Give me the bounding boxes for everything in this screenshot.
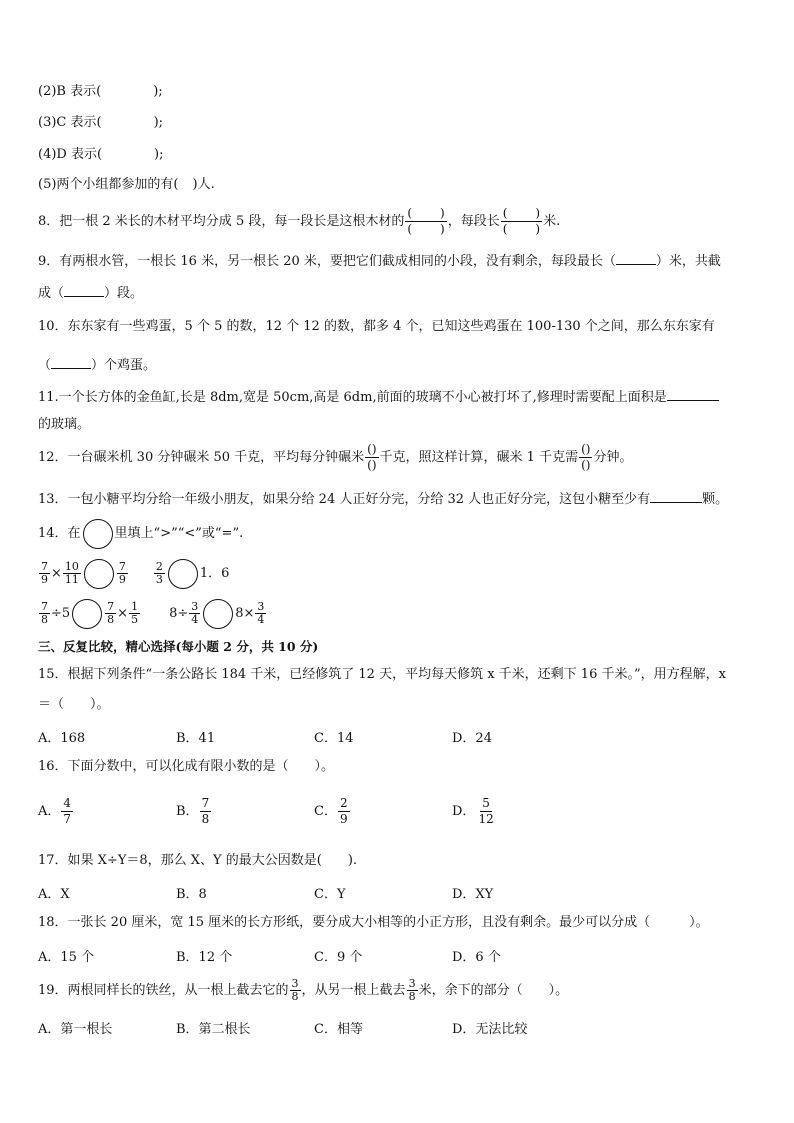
question-10-line-2 xyxy=(38,354,156,375)
q14-r2-frac-1: $\frac{7}{8}$ xyxy=(41,600,48,626)
q19-text-a: 19．两根同样长的铁丝，从一根上截去它的 xyxy=(38,983,289,998)
q14-r1-value: 1．6 xyxy=(199,566,230,581)
q9-text-1: 9．有两根水管，一根长 16 米，另一根长 20 米，要把它们截成相同的小段，没有剩余，每段最长（ xyxy=(38,254,616,269)
q14-r2-frac-4: $\frac{3}{4}$ xyxy=(191,600,199,626)
q13-text-b: 颗。 xyxy=(702,492,729,507)
question-10-line-1 xyxy=(38,318,715,336)
q10-blank xyxy=(51,354,91,369)
question-19 xyxy=(38,974,568,1008)
q7-c-line xyxy=(38,114,163,132)
q7-b-text: (2)B 表示( xyxy=(38,84,102,99)
q11-text-2: 的玻璃。 xyxy=(38,417,91,432)
q14-r1-circle-1[interactable] xyxy=(84,559,114,589)
q11-text-1: 11.一个长方体的金鱼缸,长是 8dm,宽是 50cm,高是 6dm,前面的玻璃不小心被打坏了,修理时需要配上面积是 xyxy=(38,390,667,405)
q14-text-a: 14．在 xyxy=(38,526,81,541)
question-17 xyxy=(38,852,357,870)
q12-text-a: 12．一台碾米机 30 分钟碾米 50 千克，平均每分钟碾米 xyxy=(38,450,365,465)
q12-fraction-blank-1: $\frac{()}{()}$ xyxy=(367,442,377,472)
q14-row-2 xyxy=(38,596,267,632)
q14-r2-frac-3: $\frac{1}{5}$ xyxy=(131,600,139,626)
q19-frac-1: $\frac{3}{8}$ xyxy=(291,977,299,1003)
question-11-line-1 xyxy=(38,386,719,407)
q15-option-c[interactable]: C．14 xyxy=(314,731,354,746)
q9-blank-2 xyxy=(64,282,104,297)
q16-option-b[interactable]: B． $\frac{7}{8}$ xyxy=(176,796,210,826)
q19-option-d[interactable]: D．无法比较 xyxy=(452,1022,528,1037)
q19-frac-2: $\frac{3}{8}$ xyxy=(408,977,416,1003)
question-14 xyxy=(38,518,243,550)
q14-r1-times: × xyxy=(51,566,62,581)
q9-text-2b: ）段。 xyxy=(104,286,144,301)
q7-c-close: ); xyxy=(153,115,164,130)
q9-blank-1 xyxy=(616,250,656,265)
q7-d-text: (4)D 表示( xyxy=(38,147,103,162)
q14-r1-circle-2[interactable] xyxy=(168,559,198,589)
q19-option-c[interactable]: C．相等 xyxy=(314,1022,363,1037)
q14-r1-frac-4: $\frac{2}{3}$ xyxy=(155,560,163,586)
q16-option-a[interactable]: A． $\frac{4}{7}$ xyxy=(38,796,72,826)
q7-c-text: (3)C 表示( xyxy=(38,115,102,130)
q14-r1-frac-1: $\frac{7}{9}$ xyxy=(41,560,48,586)
question-16 xyxy=(38,758,334,776)
q14-r2-times: × xyxy=(117,606,129,621)
q14-r1-frac-3: $\frac{7}{9}$ xyxy=(118,560,126,586)
q18-option-c[interactable]: C．9 个 xyxy=(314,950,363,965)
q7-five-text: (5)两个小组都参加的有( xyxy=(38,177,179,192)
section-3-heading: 三、反复比较，精心选择(每小题 2 分，共 10 分) xyxy=(38,639,319,654)
q17-stem: 17．如果 X÷Y＝8，那么 X、Y 的最大公因数是( ). xyxy=(38,853,358,868)
question-15-line-1 xyxy=(38,666,726,684)
q14-r2-frac-5: $\frac{3}{4}$ xyxy=(257,600,265,626)
q7-d-line xyxy=(38,146,164,164)
q19-option-b[interactable]: B．第二根长 xyxy=(176,1022,251,1037)
q14-circle-example xyxy=(83,519,113,549)
q18-option-b[interactable]: B．12 个 xyxy=(176,950,233,965)
question-12 xyxy=(38,440,632,476)
q17-option-d[interactable]: D．XY xyxy=(452,887,494,902)
q17-option-c[interactable]: C．Y xyxy=(314,887,346,902)
q7-five-close: )人. xyxy=(192,177,215,192)
q16-option-c[interactable]: C． $\frac{2}{9}$ xyxy=(314,796,348,826)
q9-text-1b: ）米，共截 xyxy=(655,254,721,269)
q14-r2-frac-2: $\frac{7}{8}$ xyxy=(107,600,115,626)
q14-r2-eight-div: 8÷ xyxy=(169,606,189,621)
question-15-line-2 xyxy=(38,696,110,714)
q15-option-b[interactable]: B．41 xyxy=(176,731,216,746)
q14-r2-circle-1[interactable] xyxy=(72,599,102,629)
q19-text-c: 米，余下的部分（ ）。 xyxy=(418,983,569,998)
q11-blank xyxy=(667,386,719,401)
q14-r2-eight-times: 8× xyxy=(235,606,255,621)
q19-option-a[interactable]: A．第一根长 xyxy=(38,1022,113,1037)
q8-mid-text: ，每段长 xyxy=(447,214,500,229)
q18-option-d[interactable]: D．6 个 xyxy=(452,950,501,965)
q16-option-d[interactable]: D． $\frac{5}{12}$ xyxy=(452,796,494,826)
q7-b-line xyxy=(38,83,163,101)
q19-text-b: ，从另一根上截去 xyxy=(301,983,406,998)
question-11-line-2 xyxy=(38,416,90,434)
question-13 xyxy=(38,488,728,509)
q18-option-a[interactable]: A．15 个 xyxy=(38,950,95,965)
q12-text-b: 千克，照这样计算，碾米 1 千克需 xyxy=(379,450,579,465)
q7-five-line xyxy=(38,176,215,194)
q15-text-2: ＝（ ）。 xyxy=(38,697,110,712)
q14-r2-div: ÷5 xyxy=(51,606,71,621)
q12-fraction-blank-2: $\frac{()}{()}$ xyxy=(581,442,591,472)
q13-blank xyxy=(650,488,702,503)
q10-text-2b: ）个鸡蛋。 xyxy=(91,358,157,373)
question-9-line-1 xyxy=(38,250,721,271)
q16-stem: 16．下面分数中，可以化成有限小数的是（ ）。 xyxy=(38,759,335,774)
q8-post-text: 米. xyxy=(543,214,561,229)
q8-fraction-blank-2: $\frac{( )}{( )}$ xyxy=(502,206,541,236)
q15-option-a[interactable]: A．168 xyxy=(38,731,86,746)
question-8 xyxy=(38,206,560,237)
q8-fraction-blank-1: $\frac{( )}{( )}$ xyxy=(407,206,445,236)
q12-text-c: 分钟。 xyxy=(593,450,633,465)
q15-text-1: 15．根据下列条件“一条公路长 184 千米，已经修筑了 12 天，平均每天修筑 x 千米，还剩下 16 千米。”，用方程解，x xyxy=(38,667,726,682)
q14-r1-frac-2: $\frac{10}{11}$ xyxy=(64,560,79,586)
q8-text: 8．把一根 2 米长的木材平均分成 5 段，每一段长是这根木材的 xyxy=(38,214,405,229)
q14-row-1 xyxy=(38,556,229,592)
q10-text-2a: （ xyxy=(38,358,52,373)
q7-d-close: ); xyxy=(154,147,164,162)
q17-option-b[interactable]: B．8 xyxy=(176,887,207,902)
question-18 xyxy=(38,914,709,932)
question-9-line-2 xyxy=(38,282,143,303)
q15-option-d[interactable]: D．24 xyxy=(452,731,492,746)
q10-text-1: 10．东东家有一些鸡蛋，5 个 5 的数，12 个 12 的数，都多 4 个，已知这些鸡蛋在 100-130 个之间，那么东东家有 xyxy=(38,319,715,334)
q14-text-b: 里填上“>”“<”或“=”. xyxy=(114,526,244,541)
q14-r2-circle-2[interactable] xyxy=(203,599,233,629)
q13-text-a: 13．一包小糖平均分给一年级小朋友，如果分给 24 人正好分完，分给 32 人也正好分完，这包小糖至少有 xyxy=(38,492,651,507)
q7-b-close: ); xyxy=(153,84,163,99)
q18-stem: 18．一张长 20 厘米，宽 15 厘米的长方形纸，要分成大小相等的小正方形，且没有剩余。最少可以分成（ ）。 xyxy=(38,915,709,930)
q17-option-a[interactable]: A．X xyxy=(38,887,70,902)
q9-text-2a: 成（ xyxy=(38,286,65,301)
